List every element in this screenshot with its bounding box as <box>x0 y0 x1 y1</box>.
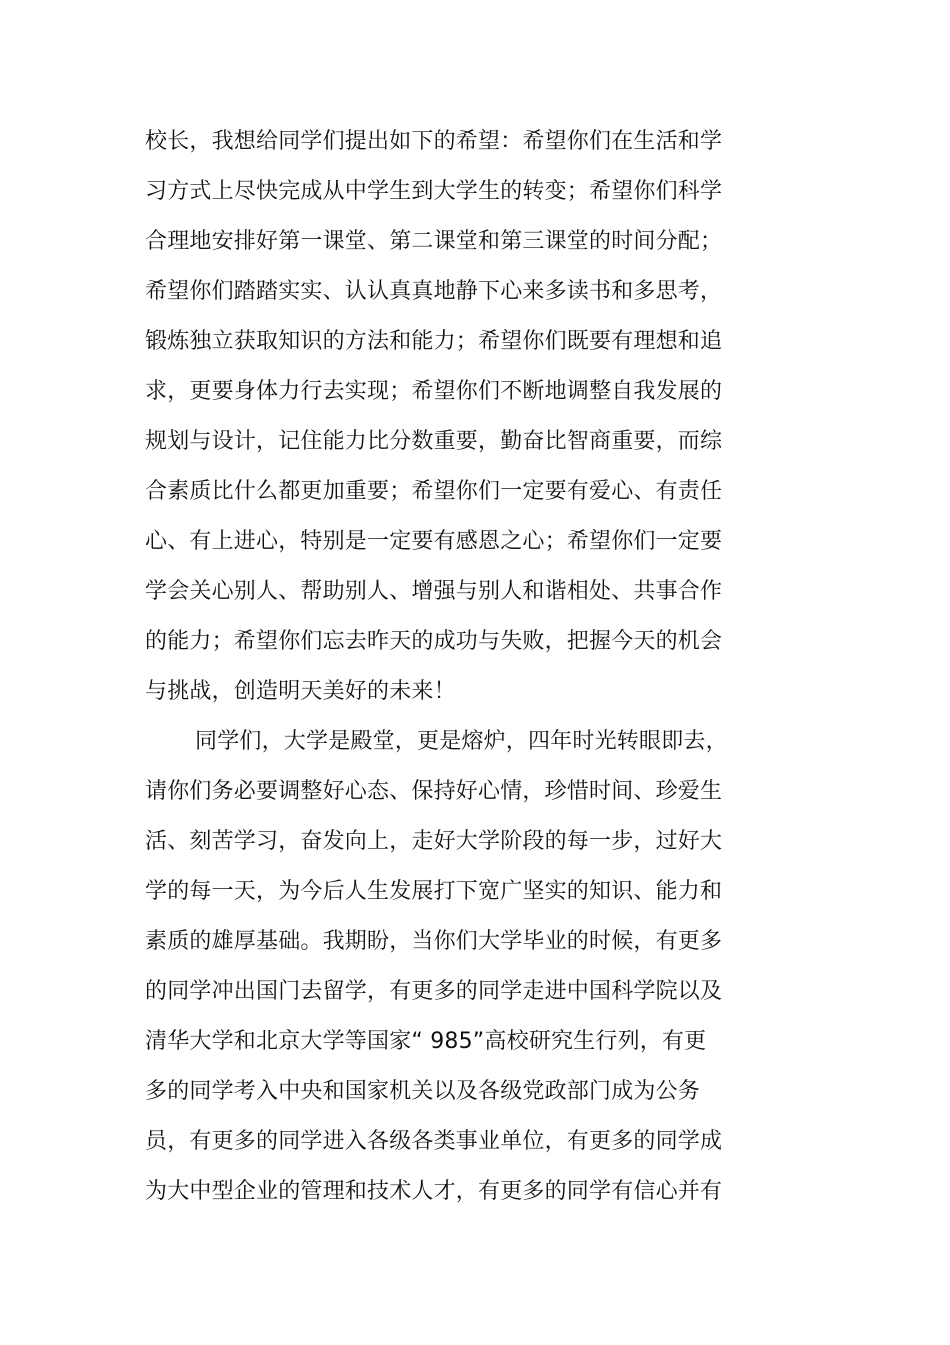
text-line: 素质的雄厚基础。我期盼，当你们大学毕业的时候，有更多 <box>145 929 723 954</box>
text-line: 清华大学和北京大学等国家“ 985”高校研究生行列，有更 <box>145 1029 707 1054</box>
text-line: 为大中型企业的管理和技术人才，有更多的同学有信心并有 <box>145 1179 723 1204</box>
text-line: 的能力；希望你们忘去昨天的成功与失败，把握今天的机会 <box>145 629 723 654</box>
text-line: 请你们务必要调整好心态、保持好心情，珍惜时间、珍爱生 <box>145 779 723 804</box>
text-line: 员，有更多的同学进入各级各类事业单位，有更多的同学成 <box>145 1129 723 1154</box>
text-line: 活、刻苦学习，奋发向上，走好大学阶段的每一步，过好大 <box>145 829 723 854</box>
text-line: 与挑战，创造明天美好的未来！ <box>145 679 456 704</box>
text-line: 学的每一天，为今后人生发展打下宽广坚实的知识、能力和 <box>145 879 723 904</box>
text-line: 希望你们踏踏实实、认认真真地静下心来多读书和多思考， <box>145 279 723 304</box>
text-line: 合素质比什么都更加重要；希望你们一定要有爱心、有责任 <box>145 479 723 504</box>
text-line: 求，更要身体力行去实现；希望你们不断地调整自我发展的 <box>145 379 723 404</box>
text-line: 多的同学考入中央和国家机关以及各级党政部门成为公务 <box>145 1079 701 1104</box>
text-line: 合理地安排好第一课堂、第二课堂和第三课堂的时间分配； <box>145 229 723 254</box>
text-line: 锻炼独立获取知识的方法和能力；希望你们既要有理想和追 <box>145 329 723 354</box>
paragraph-first-line: 同学们，大学是殿堂，更是熔炉，四年时光转眼即去， <box>195 729 728 754</box>
text-line: 心、有上进心，特别是一定要有感恩之心；希望你们一定要 <box>145 529 723 554</box>
body-text <box>145 117 785 1217</box>
text-line: 规划与设计，记住能力比分数重要，勤奋比智商重要，而综 <box>145 429 723 454</box>
text-line: 学会关心别人、帮助别人、增强与别人和谐相处、共事合作 <box>145 579 723 604</box>
text-line: 习方式上尽快完成从中学生到大学生的转变；希望你们科学 <box>145 179 723 204</box>
text-line: 的同学冲出国门去留学，有更多的同学走进中国科学院以及 <box>145 979 723 1004</box>
text-line: 校长，我想给同学们提出如下的希望：希望你们在生活和学 <box>145 129 723 154</box>
